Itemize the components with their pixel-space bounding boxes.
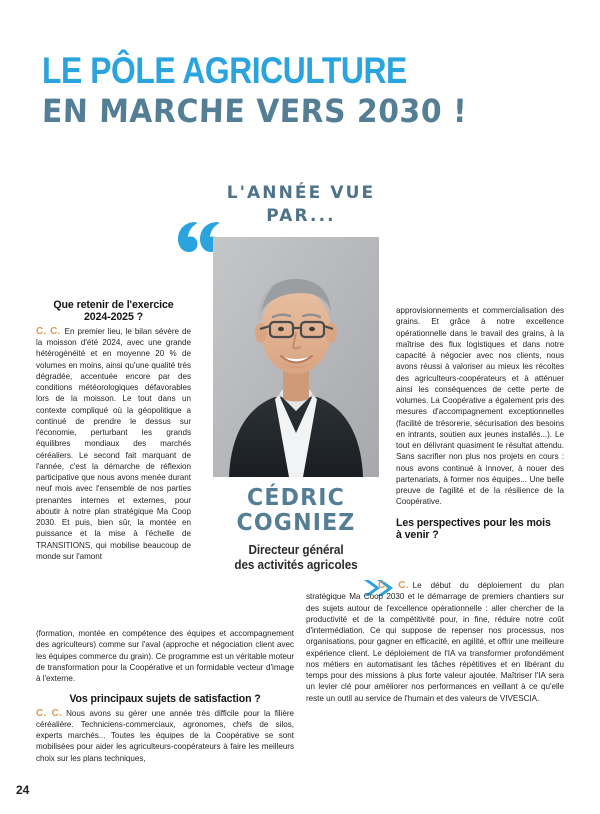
title-line-secondary: EN MARCHE VERS 2030 ! xyxy=(41,92,468,130)
column-left-wide xyxy=(36,628,294,764)
initials-badge: C. C. xyxy=(36,707,63,719)
answer-2-text: Nous avons su gérer une année très difficile pour la filière céréalière. Techniciens-commerciaux, agronomes, chefs de silos, experts marchés... Toutes les équipes de la Coopérative se sont mobilisées pour aider les agriculteurs-coopérateurs à faire les meilleurs choix sur les plans techniques, xyxy=(36,708,294,763)
answer-1-right-text: approvisionnements et commercialisation des grains. Et grâce à notre excellence opérationnelle dans le travail des grains, à la maîtrise des flux logistiques et dans notre capacité à négocier avec nos clients, nous avons réussi à valoriser au mieux les récoltes des agriculteurs-coopérateurs et à atténuer ainsi les conséquences de cette perte de volumes. La Coopérative a également pris des mesures d'accompagnement exceptionnelles (facilité de trésorerie, sécurisation des besoins en intrants, soutien aux jeunes installés...). Le tout en délivrant quasiment le résultat attendu. Sans sacrifier non plus nos projets en cours : nous avons continué à innover, à nouer des partenariats, à former nos équipes... Une belle preuve de l'agilité et de la résilience de la Coopérative. xyxy=(396,306,564,507)
section-subtitle: L'ANNÉE VUE PAR... xyxy=(226,183,376,226)
column-right xyxy=(396,305,564,543)
person-role-line1: Directeur général xyxy=(248,543,344,557)
question-3-heading xyxy=(396,517,564,542)
column-left xyxy=(36,299,191,562)
person-last-name: COGNIEZ xyxy=(236,510,356,536)
question-3-heading-line2: à venir ? xyxy=(396,528,439,541)
question-2-heading: Vos principaux sujets de satisfaction ? xyxy=(69,693,261,706)
initials-badge: C. C. xyxy=(378,580,409,591)
initials-badge: C. C. xyxy=(36,325,61,337)
answer-1-left xyxy=(36,326,191,562)
answer-3-block xyxy=(306,580,564,704)
answer-1-left-continued: (formation, montée en compétence des équipes et accompagnement des agriculteurs) comme sur l'aval (approche et négociation client avec les équipes commerce du grain). Ce programme est un véritable moteur de transformation pour la Coopérative et un formidable vecteur d'image à l'externe. xyxy=(36,629,294,683)
answer-3-paragraph xyxy=(306,580,564,704)
page-title xyxy=(42,52,562,129)
title-line-primary: LE PÔLE AGRICULTURE xyxy=(42,50,407,91)
answer-3-text: Le début du déploiement du plan stratégique Ma Coop 2030 et le démarrage de premiers chantiers sur des sujets autour de l'excellence opérationnelle : aller chercher de la productivité et de la compétitivité pour, in fine, réduire notre coût d'intermédiation. Ce qui suppose de repenser nos processus, nos organisations, pour gagner en efficacité, en agilité, et offrir une meilleure expérience client. Le déploiement de l'IA va transformer profondément nos métiers en automatisant les tâches répétitives et en libérant du temps pour des missions à plus forte valeur ajoutée. Maîtriser l'IA sera un levier clé pour améliorer nos performances en veillant à ce qu'elle reste un outil au service de l'humain et des valeurs de VIVESCIA. xyxy=(306,581,564,703)
question-1-heading-line2: 2024-2025 ? xyxy=(84,311,143,324)
question-1-heading-line1: Que retenir de l'exercice xyxy=(53,299,174,311)
question-3-heading-line1: Les perspectives pour les mois xyxy=(396,516,551,529)
person-name-block xyxy=(196,486,396,573)
answer-1-left-text: En premier lieu, le bilan sévère de la moisson d'été 2024, avec une grande hétérogénéité et en moyenne 20 % de volumes en moins, ainsi qu'une qualité très dégradée, accentuée encore par des conditions météorologiques défavorables lors de la moisson. Le tout dans un contexte compliqué où la géopolitique a continué de prendre le dessus sur l'économie, perturbant les grands équilibres mondiaux des marchés céréaliers. Le second fait marquant de l'année, c'est la démarche de réflexion participative que nous avons menée durant neuf mois avec l'ensemble de nos parties prenantes internes et externes, pour aboutir à notre plan stratégique Ma Coop 2030. Et puis, bien sûr, la montée en puissance et la mise à l'échelle de TRANSITIONS, qui mobilise beaucoup de monde sur l'amont xyxy=(36,326,192,561)
page-number: 24 xyxy=(16,783,30,797)
person-first-name: CÉDRIC xyxy=(247,485,345,511)
avatar xyxy=(213,237,379,477)
question-1-heading xyxy=(36,299,191,324)
answer-2-paragraph xyxy=(36,708,294,764)
person-role-line2: des activités agricoles xyxy=(234,558,358,572)
